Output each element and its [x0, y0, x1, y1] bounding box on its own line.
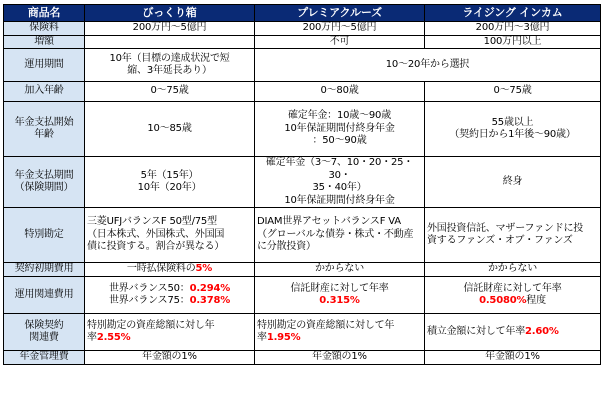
cell-initial-cost-rising: かからない: [425, 263, 601, 277]
cell-operating-cost-rising: [425, 277, 601, 314]
operating-cost-75-label: 世界バランス75：: [108, 295, 190, 306]
operating-cost-rising-line2: [427, 295, 598, 308]
table-row: [4, 208, 601, 263]
cell-start-age-premier: 確定年金：10歳～90歳 10年保証期間付終身年金 ：50～90歳: [255, 102, 425, 157]
cell-initial-cost-premier: かからない: [255, 263, 425, 277]
operating-cost-75-rate: 0.378%: [189, 295, 231, 306]
cell-increase-premier: 不可: [255, 35, 425, 49]
contract-cost-bikkuribako-line2: [87, 332, 252, 345]
header-premier-cruise: プレミアクルーズ: [255, 5, 425, 22]
table-row: [4, 314, 601, 351]
cell-age-rising: 0～75歳: [425, 82, 601, 102]
operating-cost-premier-text: 信託財産に対して年率: [290, 282, 389, 294]
operating-cost-rising-text: 信託財産に対して年率: [463, 282, 562, 294]
cell-term-premier-rising: 10～20年から選択: [255, 49, 601, 82]
table-row: [4, 277, 601, 314]
row-label-increase: 増額: [4, 35, 85, 49]
cell-start-age-bikkuribako: 10～85歳: [85, 102, 255, 157]
cell-age-premier: 0～80歳: [255, 82, 425, 102]
cell-premium-bikkuribako: 200万円～5億円: [85, 22, 255, 36]
cell-contract-cost-bikkuribako: [85, 314, 255, 351]
table-row: [4, 351, 601, 365]
contract-cost-premier-line2: [257, 332, 422, 345]
table-row: [4, 22, 601, 36]
cell-admin-fee-bikkuribako: 年金額の1%: [85, 351, 255, 365]
row-label-pension-start-age: 年金支払開始 年齢: [4, 102, 85, 157]
header-product-name: 商品名: [4, 5, 85, 22]
header-bikkuribako: びっくり箱: [85, 5, 255, 22]
contract-cost-bikkuribako-prefix: 率: [87, 332, 97, 343]
contract-cost-rising-rate: 2.60%: [525, 325, 559, 337]
operating-cost-premier-rate: 0.315%: [319, 295, 360, 306]
cell-admin-fee-rising: 年金額の1%: [425, 351, 601, 365]
cell-initial-cost-bikkuribako: [85, 263, 255, 277]
contract-cost-premier-rate: 1.95%: [266, 332, 301, 343]
contract-cost-bikkuribako-text: 特別勘定の資産総額に対し年: [87, 319, 215, 331]
comparison-table-wrapper: [3, 4, 601, 365]
row-label-term: 運用期間: [4, 49, 85, 82]
operating-cost-rising-suffix: 程度: [526, 295, 546, 306]
row-label-premium: 保険料: [4, 22, 85, 36]
cell-fund-rising: 外国投資信託、マザーファンドに投 資するファンズ・オブ・ファンズ: [425, 208, 601, 263]
contract-cost-rising-text: 積立金額に対して年率: [427, 325, 525, 337]
cell-increase-bikkuribako: [85, 35, 255, 49]
cell-increase-rising: 100万円以上: [425, 35, 601, 49]
table-row: [4, 49, 601, 82]
operating-cost-rising-rate: 0.5080%: [479, 295, 527, 306]
operating-cost-50-rate: 0.294%: [189, 282, 231, 294]
cell-admin-fee-premier: 年金額の1%: [255, 351, 425, 365]
product-comparison-table: [3, 4, 601, 365]
cell-fund-premier: DIAM世界アセットバランスF VA （グローバルな債券・株式・不動産 に分散投資）: [255, 208, 425, 263]
cell-start-age-rising: 55歳以上 （契約日から1年後～90歳）: [425, 102, 601, 157]
row-label-operating-cost: 運用関連費用: [4, 277, 85, 314]
initial-cost-text: 一時払保険料の: [126, 263, 196, 275]
row-label-contract-cost: 保険契約 関連費: [4, 314, 85, 351]
row-label-pension-period: 年金支払期間 （保険期間）: [4, 157, 85, 208]
cell-premium-premier: 200万円～5億円: [255, 22, 425, 36]
table-row: [4, 82, 601, 102]
cell-operating-cost-premier: [255, 277, 425, 314]
header-row: [4, 5, 601, 22]
cell-age-bikkuribako: 0～75歳: [85, 82, 255, 102]
table-row: [4, 157, 601, 208]
cell-operating-cost-bikkuribako: [85, 277, 255, 314]
cell-period-rising: 終身: [425, 157, 601, 208]
contract-cost-premier-text: 特別勘定の資産総額に対して年: [257, 319, 395, 331]
table-row: [4, 35, 601, 49]
cell-period-premier: 確定年金（3～7、10・20・25・30・ 35・40年） 10年保証期間付終身年金: [255, 157, 425, 208]
table-row: [4, 263, 601, 277]
cell-contract-cost-rising: [425, 314, 601, 351]
contract-cost-bikkuribako-rate: 2.55%: [96, 332, 131, 343]
header-rising-income: ライジング インカム: [425, 5, 601, 22]
initial-cost-rate: 5%: [195, 263, 213, 275]
cell-term-bikkuribako: 10年（目標の達成状況で短 縮、3年延長あり）: [85, 49, 255, 82]
cell-contract-cost-premier: [255, 314, 425, 351]
table-row: [4, 102, 601, 157]
contract-cost-premier-prefix: 率: [257, 332, 267, 343]
operating-cost-line-75: [87, 295, 252, 308]
row-label-initial-cost: 契約初期費用: [4, 263, 85, 277]
cell-premium-rising: 200万円～3億円: [425, 22, 601, 36]
operating-cost-50-label: 世界バランス50：: [108, 282, 190, 294]
cell-fund-bikkuribako: 三菱UFJバランスF 50型/75型 （日本株式、外国株式、外国国 債に投資する。割合が異なる）: [85, 208, 255, 263]
row-label-pension-admin-fee: 年金管理費: [4, 351, 85, 365]
cell-period-bikkuribako: 5年（15年） 10年（20年）: [85, 157, 255, 208]
row-label-special-account: 特別勘定: [4, 208, 85, 263]
operating-cost-line-50: [87, 283, 252, 296]
row-label-age: 加入年齢: [4, 82, 85, 102]
